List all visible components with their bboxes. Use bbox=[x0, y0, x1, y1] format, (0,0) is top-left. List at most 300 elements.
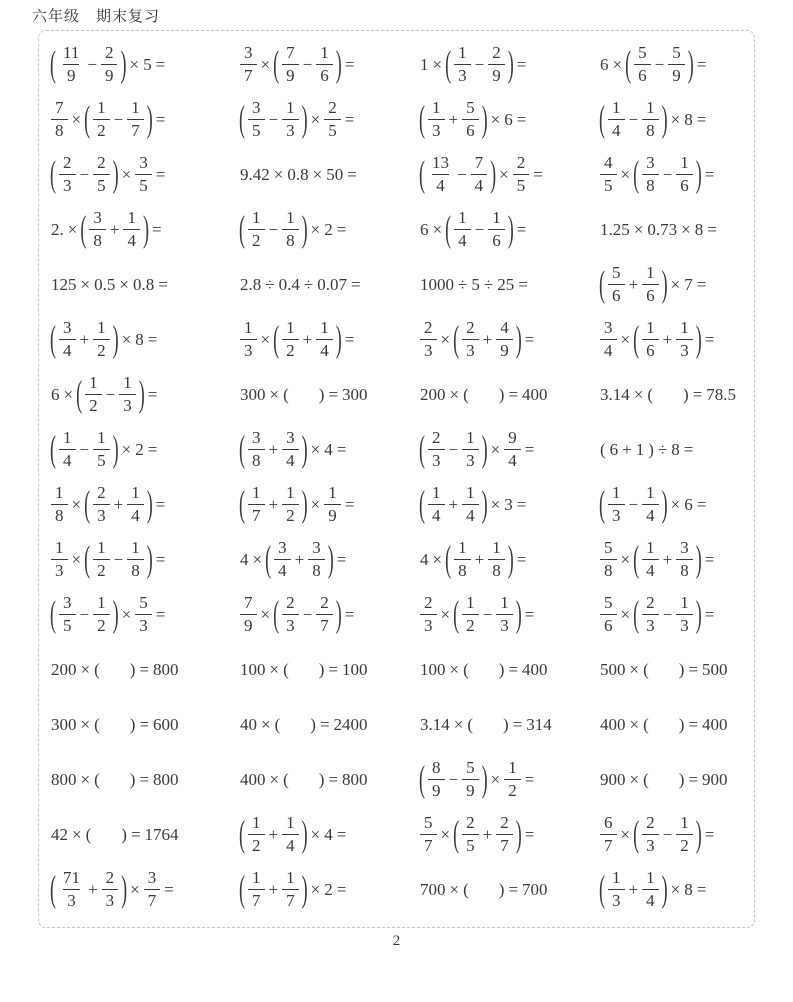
math-token: 300 bbox=[51, 714, 77, 734]
math-token: × bbox=[260, 604, 271, 624]
problem-cell bbox=[238, 367, 418, 422]
math-token: ( bbox=[463, 659, 469, 679]
math-token: + bbox=[88, 879, 98, 899]
problem-cell bbox=[598, 367, 754, 422]
math-token: × bbox=[261, 714, 271, 734]
math-token: ) bbox=[683, 384, 689, 404]
numerator: 1 bbox=[252, 812, 261, 832]
math-token: = bbox=[344, 109, 355, 129]
problem-cell bbox=[238, 807, 418, 862]
problem-cell bbox=[418, 752, 598, 807]
math-token: 50 bbox=[326, 164, 344, 184]
denominator: 5 bbox=[462, 834, 479, 856]
denominator: 9 bbox=[282, 64, 299, 86]
numerator: 1 bbox=[97, 537, 106, 557]
math-token: × bbox=[71, 494, 82, 514]
numerator: 2 bbox=[328, 97, 337, 117]
math-token: ( bbox=[463, 384, 469, 404]
math-token: × bbox=[449, 659, 460, 679]
denominator: 6 bbox=[642, 284, 659, 306]
fraction bbox=[316, 318, 333, 361]
denominator: 9 bbox=[101, 64, 118, 86]
fraction bbox=[608, 98, 625, 141]
math-token: ( bbox=[643, 769, 649, 789]
denominator: 8 bbox=[51, 119, 68, 141]
numerator: 1 bbox=[466, 427, 475, 447]
denominator: 4 bbox=[432, 174, 449, 196]
denominator: 2 bbox=[85, 394, 102, 416]
problem-cell bbox=[418, 312, 598, 367]
numerator: 1 bbox=[492, 537, 501, 557]
numerator: 1 bbox=[458, 42, 467, 62]
stretched-paren: ) bbox=[335, 42, 342, 84]
math-token: × bbox=[252, 549, 263, 569]
stretched-paren: ) bbox=[481, 482, 488, 524]
fraction bbox=[282, 813, 299, 856]
denominator: 2 bbox=[676, 834, 693, 856]
math-token: = bbox=[155, 604, 166, 624]
stretched-paren: ( bbox=[419, 97, 425, 139]
stretched-paren: ( bbox=[445, 537, 452, 579]
numerator: 1 bbox=[492, 207, 501, 227]
stretched-paren: ) bbox=[146, 97, 153, 139]
math-token: = bbox=[155, 164, 166, 184]
fraction bbox=[600, 813, 617, 856]
math-token: ÷ bbox=[265, 274, 275, 294]
math-token: × bbox=[312, 164, 323, 184]
fraction bbox=[600, 318, 617, 361]
numerator: 2 bbox=[97, 152, 106, 172]
math-token: − bbox=[662, 604, 673, 624]
math-token: × bbox=[440, 604, 451, 624]
fraction bbox=[59, 43, 83, 86]
fraction bbox=[101, 43, 118, 86]
math-token: − bbox=[457, 164, 467, 184]
math-token: − bbox=[448, 439, 459, 459]
math-token: + bbox=[448, 494, 459, 514]
numerator: 2 bbox=[646, 592, 655, 612]
fraction bbox=[496, 593, 513, 636]
fraction bbox=[123, 208, 140, 251]
fraction bbox=[496, 813, 513, 856]
problem-cell bbox=[49, 147, 238, 202]
stretched-paren: ( bbox=[445, 207, 452, 249]
math-token: + bbox=[622, 439, 632, 459]
problem-cell bbox=[418, 37, 598, 92]
problem-cell bbox=[598, 202, 754, 257]
math-token: × bbox=[670, 109, 681, 129]
problem-cell bbox=[418, 147, 598, 202]
math-token: + bbox=[79, 329, 90, 349]
problem-cell bbox=[598, 642, 754, 697]
math-token: = bbox=[328, 384, 339, 404]
problem-cell bbox=[49, 807, 238, 862]
math-token: 3.14 bbox=[420, 714, 450, 734]
problem-cell bbox=[418, 202, 598, 257]
fraction bbox=[676, 593, 693, 636]
stretched-paren: ) bbox=[112, 592, 119, 634]
problem-cell bbox=[598, 477, 754, 532]
numerator: 1 bbox=[680, 812, 689, 832]
denominator: 2 bbox=[93, 339, 110, 361]
math-token: × bbox=[629, 769, 640, 789]
fraction bbox=[642, 868, 659, 911]
fraction bbox=[642, 153, 659, 196]
numerator: 2 bbox=[424, 592, 433, 612]
fraction bbox=[135, 593, 152, 636]
fraction bbox=[420, 318, 437, 361]
math-token: 8 bbox=[684, 879, 693, 899]
stretched-paren: ( bbox=[50, 42, 56, 84]
denominator: 8 bbox=[642, 174, 659, 196]
stretched-paren: ( bbox=[239, 427, 245, 469]
stretched-paren: ) bbox=[515, 592, 522, 634]
denominator: 6 bbox=[608, 284, 625, 306]
numerator: 3 bbox=[63, 317, 72, 337]
numerator: 7 bbox=[244, 592, 253, 612]
stretched-paren: ( bbox=[453, 317, 460, 359]
fraction bbox=[248, 483, 265, 526]
numerator: 1 bbox=[127, 207, 136, 227]
denominator: 7 bbox=[282, 889, 299, 911]
denominator: 6 bbox=[676, 174, 693, 196]
stretched-paren: ( bbox=[80, 207, 87, 249]
math-token: − bbox=[105, 384, 116, 404]
fraction bbox=[274, 538, 291, 581]
fraction bbox=[248, 428, 265, 471]
denominator: 5 bbox=[93, 449, 110, 471]
math-token: × bbox=[80, 769, 91, 789]
math-token: × bbox=[612, 54, 623, 74]
math-token: − bbox=[482, 604, 493, 624]
denominator: 3 bbox=[135, 614, 152, 636]
math-token: × bbox=[670, 274, 681, 294]
stretched-paren: ( bbox=[50, 427, 56, 469]
stretched-paren: ) bbox=[335, 592, 342, 634]
math-token: 100 bbox=[420, 659, 446, 679]
fraction bbox=[462, 318, 479, 361]
math-token: 1.25 bbox=[600, 219, 630, 239]
fraction bbox=[462, 98, 479, 141]
problem-cell bbox=[49, 587, 238, 642]
denominator: 3 bbox=[240, 339, 257, 361]
problem-cell bbox=[418, 587, 598, 642]
math-token: 42 bbox=[51, 824, 68, 844]
math-token: = bbox=[516, 54, 527, 74]
numerator: 8 bbox=[432, 757, 441, 777]
denominator: 7 bbox=[316, 614, 333, 636]
stretched-paren: ) bbox=[490, 152, 497, 194]
denominator: 8 bbox=[488, 559, 505, 581]
numerator: 1 bbox=[466, 482, 475, 502]
denominator: 7 bbox=[248, 889, 265, 911]
denominator: 8 bbox=[676, 559, 693, 581]
denominator: 9 bbox=[668, 64, 685, 86]
numerator: 5 bbox=[139, 592, 148, 612]
fraction bbox=[248, 813, 265, 856]
problem-cell bbox=[238, 147, 418, 202]
math-token: + bbox=[302, 329, 313, 349]
numerator: 1 bbox=[123, 372, 132, 392]
denominator: 5 bbox=[513, 174, 530, 196]
math-token: = bbox=[151, 219, 162, 239]
math-token: ) bbox=[121, 824, 127, 844]
math-token: 1 bbox=[635, 439, 645, 459]
fraction bbox=[642, 318, 659, 361]
denominator: 6 bbox=[316, 64, 333, 86]
math-token: 300 bbox=[342, 384, 368, 404]
stretched-paren: ) bbox=[301, 427, 308, 469]
math-token: = bbox=[512, 714, 523, 734]
denominator: 3 bbox=[93, 504, 110, 526]
denominator: 8 bbox=[454, 559, 471, 581]
fraction bbox=[642, 538, 659, 581]
stretched-paren: ( bbox=[599, 97, 605, 139]
math-token: × bbox=[432, 54, 443, 74]
problem-cell bbox=[49, 257, 238, 312]
math-token: × bbox=[629, 714, 640, 734]
numerator: 1 bbox=[680, 152, 689, 172]
math-token: = bbox=[347, 164, 357, 184]
math-token: 6 bbox=[504, 109, 513, 129]
denominator: 4 bbox=[282, 834, 299, 856]
math-token: 400 bbox=[522, 384, 548, 404]
math-token: 1000 bbox=[420, 274, 454, 294]
denominator: 8 bbox=[308, 559, 325, 581]
stretched-paren: ( bbox=[76, 372, 83, 414]
math-token: ) bbox=[318, 659, 325, 679]
math-token: ) bbox=[129, 714, 136, 734]
numerator: 1 bbox=[646, 867, 655, 887]
problem-cell bbox=[49, 312, 238, 367]
fraction bbox=[428, 758, 445, 801]
math-token: × bbox=[453, 714, 464, 734]
math-token: = bbox=[524, 439, 535, 459]
denominator: 3 bbox=[676, 614, 693, 636]
math-token: 400 bbox=[240, 769, 266, 789]
denominator: 2 bbox=[282, 339, 299, 361]
math-token: ( bbox=[283, 659, 289, 679]
denominator: 8 bbox=[642, 119, 659, 141]
math-token: × bbox=[260, 54, 271, 74]
denominator: 6 bbox=[634, 64, 651, 86]
fraction bbox=[642, 98, 659, 141]
math-token: 2 bbox=[324, 219, 333, 239]
math-token: − bbox=[628, 109, 639, 129]
stretched-paren: ( bbox=[239, 867, 245, 909]
stretched-paren: ) bbox=[112, 427, 119, 469]
fraction bbox=[608, 263, 625, 306]
fraction bbox=[308, 538, 325, 581]
math-token: 40 bbox=[240, 714, 257, 734]
math-token: = bbox=[147, 329, 158, 349]
math-token: = bbox=[155, 494, 166, 514]
fraction bbox=[462, 428, 479, 471]
math-token: 4 bbox=[324, 824, 333, 844]
math-token: × bbox=[80, 274, 91, 294]
math-token: × bbox=[432, 549, 443, 569]
denominator: 2 bbox=[93, 559, 110, 581]
math-token: = bbox=[696, 54, 707, 74]
fraction bbox=[282, 43, 299, 86]
problem-cell bbox=[598, 422, 754, 477]
stretched-paren: ( bbox=[633, 592, 640, 634]
stretched-paren: ) bbox=[120, 42, 127, 84]
denominator: 2 bbox=[248, 229, 265, 251]
numerator: 1 bbox=[646, 482, 655, 502]
fraction bbox=[634, 43, 651, 86]
problem-cell bbox=[238, 587, 418, 642]
stretched-paren: ( bbox=[419, 427, 425, 469]
fraction bbox=[608, 483, 625, 526]
math-token: 400 bbox=[702, 714, 728, 734]
math-token: 900 bbox=[702, 769, 728, 789]
math-token: 900 bbox=[600, 769, 626, 789]
math-token: 100 bbox=[240, 659, 266, 679]
math-token: 125 bbox=[51, 274, 77, 294]
fraction bbox=[676, 153, 693, 196]
problem-cell bbox=[238, 92, 418, 147]
math-token: 4 bbox=[324, 439, 333, 459]
fraction bbox=[642, 813, 659, 856]
problem-cell bbox=[418, 367, 598, 422]
math-token: − bbox=[302, 54, 313, 74]
math-token: − bbox=[474, 54, 485, 74]
numerator: 3 bbox=[252, 427, 261, 447]
numerator: 2 bbox=[104, 42, 114, 62]
numerator: 1 bbox=[458, 537, 467, 557]
problem-cell bbox=[238, 37, 418, 92]
math-token: × bbox=[119, 274, 129, 294]
denominator: 3 bbox=[282, 119, 299, 141]
math-token: = bbox=[328, 769, 339, 789]
math-token: × bbox=[670, 879, 681, 899]
numerator: 1 bbox=[286, 317, 295, 337]
fraction bbox=[324, 483, 341, 526]
problem-cell bbox=[49, 92, 238, 147]
fraction bbox=[282, 98, 299, 141]
denominator: 4 bbox=[471, 174, 488, 196]
math-token: + bbox=[662, 549, 673, 569]
math-token: 0.8 bbox=[287, 164, 309, 184]
fraction bbox=[676, 318, 693, 361]
numerator: 1 bbox=[97, 427, 106, 447]
math-token: 3.14 bbox=[600, 384, 630, 404]
fraction bbox=[600, 593, 617, 636]
denominator: 8 bbox=[127, 559, 144, 581]
math-token: = bbox=[139, 714, 150, 734]
math-token: = bbox=[344, 329, 355, 349]
math-token: = bbox=[158, 274, 168, 294]
denominator: 3 bbox=[642, 614, 659, 636]
numerator: 5 bbox=[604, 592, 613, 612]
math-token: = bbox=[155, 549, 166, 569]
numerator: 3 bbox=[604, 317, 613, 337]
denominator: 4 bbox=[608, 119, 625, 141]
math-token: + bbox=[268, 439, 279, 459]
math-token: ( bbox=[600, 439, 606, 459]
fraction bbox=[59, 868, 84, 911]
math-token: = bbox=[336, 439, 347, 459]
denominator: 9 bbox=[63, 64, 80, 86]
stretched-paren: ) bbox=[661, 97, 668, 139]
math-token: + bbox=[268, 494, 279, 514]
problem-cell bbox=[238, 422, 418, 477]
numerator: 1 bbox=[131, 97, 140, 117]
problem-cell bbox=[418, 477, 598, 532]
math-token: 2 bbox=[324, 879, 333, 899]
numerator: 4 bbox=[604, 152, 613, 172]
math-token: = bbox=[516, 549, 527, 569]
numerator: 9 bbox=[508, 427, 517, 447]
math-token: = bbox=[147, 384, 158, 404]
stretched-paren: ) bbox=[515, 812, 522, 854]
page-number: 2 bbox=[392, 933, 401, 949]
fraction bbox=[642, 593, 659, 636]
math-token: = bbox=[508, 879, 519, 899]
denominator: 8 bbox=[282, 229, 299, 251]
math-token: ( bbox=[94, 659, 100, 679]
math-token: − bbox=[79, 604, 90, 624]
math-token: × bbox=[310, 109, 321, 129]
numerator: 1 bbox=[432, 97, 441, 117]
numerator: 7 bbox=[55, 97, 64, 117]
numerator: 5 bbox=[604, 537, 613, 557]
math-token: ) bbox=[498, 659, 505, 679]
numerator: 5 bbox=[672, 42, 681, 62]
fraction bbox=[248, 98, 265, 141]
denominator: 8 bbox=[248, 449, 265, 471]
math-token: × bbox=[633, 384, 644, 404]
fraction bbox=[93, 318, 110, 361]
math-token: − bbox=[113, 549, 124, 569]
stretched-paren: ( bbox=[273, 592, 280, 634]
fraction bbox=[454, 43, 471, 86]
numerator: 7 bbox=[474, 152, 484, 172]
fraction bbox=[282, 868, 299, 911]
stretched-paren: ( bbox=[50, 592, 56, 634]
numerator: 1 bbox=[97, 97, 106, 117]
math-token: 4 bbox=[420, 549, 429, 569]
math-token: × bbox=[310, 824, 321, 844]
stretched-paren: ) bbox=[112, 152, 119, 194]
numerator: 1 bbox=[55, 537, 64, 557]
math-token: × bbox=[269, 769, 280, 789]
math-token: 1 bbox=[420, 54, 429, 74]
math-token: = bbox=[336, 879, 347, 899]
math-token: 6 bbox=[600, 54, 609, 74]
stretched-paren: ( bbox=[265, 537, 272, 579]
math-token: + bbox=[474, 549, 485, 569]
numerator: 3 bbox=[646, 152, 655, 172]
math-token: − bbox=[87, 54, 97, 74]
math-token: 2400 bbox=[333, 714, 368, 734]
math-token: = bbox=[696, 879, 707, 899]
math-token: 700 bbox=[420, 879, 446, 899]
math-token: = bbox=[130, 824, 141, 844]
math-token: 800 bbox=[51, 769, 77, 789]
stretched-paren: ( bbox=[273, 42, 280, 84]
math-token: 200 bbox=[51, 659, 77, 679]
math-token: = bbox=[688, 714, 699, 734]
denominator: 9 bbox=[462, 779, 479, 801]
denominator: 7 bbox=[127, 119, 144, 141]
numerator: 2 bbox=[286, 592, 295, 612]
math-token: = bbox=[524, 329, 535, 349]
math-token: × bbox=[273, 164, 284, 184]
math-token: × bbox=[490, 439, 501, 459]
math-token: 400 bbox=[600, 714, 626, 734]
